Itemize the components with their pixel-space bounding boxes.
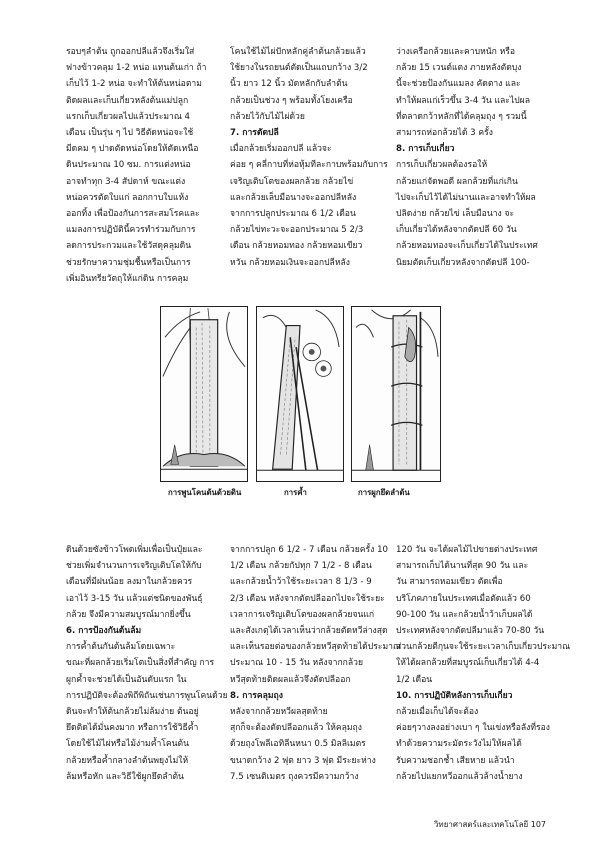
text-line: เดือนที่มีฝนน้อย ลงมาในกล้วยควร [66,577,193,588]
text-line: บริโภคภายในประเทศเมื่อตัดแล้ว 60 [396,593,531,604]
text-line: สุกก็จะต้องตัดปลีออกแล้ว ให้คลุมถุง [230,723,362,734]
text-line: รอบๆลำต้น ถูกออกปลีแล้วจึงเริ่มใส่ [66,47,195,57]
illustration-tying-stem [351,306,441,482]
section-heading: 8. การเก็บเกี่ยว [396,144,455,155]
text-line: ไปจะเก็บไว้ได้ไม่นานและอาจทำให้ผล [396,192,536,203]
text-line: และกล้วยน้ำว้าใช้ระยะเวลา 8 1/3 - 9 [230,577,372,588]
text-line: แรกเก็บเกี่ยวผลไปแล้วประมาณ 4 [66,111,191,122]
section-heading: 6. การป้องกันต้นล้ม [66,626,142,637]
text-line: จากการปลูกประมาณ 6 1/2 เดือน [230,209,356,220]
illustration-soil-mounding [160,306,248,482]
text-line: ช่วยเพิ่มจำนวนการเจริญเติบโตให้กับ [66,561,202,572]
text-line: การเก็บเกี่ยวผลต้องรอให้ [396,160,488,171]
text-line: 90-100 วัน และกล้วยน้ำว้าเก็บผลได้ [396,609,533,620]
column-bottom-middle [230,542,401,785]
text-line: และเห็นรอยต่อของกล้วยหวีสุดท้ายได้ประมาณ [230,642,401,653]
text-line: ฟางข้าวคลุม 1-2 หน่อ แทนต้นเก่า ถ้า [66,63,207,74]
text-line: ที่ตลาดกว้าหลักที่ได้คลุมถุง ๆ รวมนี้ [396,111,527,122]
text-line: ออกทิ้ง เพื่อป้องกันการสะสมโรคและ [66,209,200,220]
text-line: กล้วยไว้กับไม้ไผ่ด้วย [230,111,305,122]
text-line: การค้ำต้นกันต้นล้มโดยเฉพาะ [66,642,176,653]
text-line: วัน สามารถหอมเขียว ตัดเพื่อ [396,577,503,588]
text-line: กล้วยแก่จัดพอดี ผลกล้วยที่แก่เกิน [396,176,518,187]
text-line: เจริญเติบโตของผลกล้วย กล้วยไข่ [230,176,354,187]
text-line: ติดผลและเก็บเกี่ยวหลังต้นแม่ปลูก [66,95,189,106]
text-line: 1/2 เดือน กล้วยกัปทุก 7 1/2 - 8 เดือน [230,561,372,572]
text-line: ดินจะทำให้ต้นกล้วยไม่ล้มง่าย ต้นอยู่ [66,707,199,718]
text-line: ด้วยถุงโพลีเอทิลีนหนา 0.5 มิลลิเมตร [230,739,366,750]
figure-caption-soil-mounding: การพูนโคนต้นด้วยดิน [168,488,242,497]
text-line: 120 วัน จะได้ผลไม้ไปขายต่างประเทศ [396,545,538,555]
text-line: ประมาณ 10 - 15 วัน หลังจากกล้วย [230,658,364,669]
banana-stem-with-soil-drawing [161,307,247,481]
text-line: และสังเกตุได้เวลาเห็นว่ากล้วยตัดหวีล่างสุด [230,626,388,637]
text-line: ว่างเครือกล้วยและคาบหนัก หรือ [396,47,516,57]
text-line: นี้จะช่วยป้องกันแมลง คัดตาง และ [396,79,521,90]
text-line: กล้วยเป็นช่วง ๆ พร้อมทั้งโยงเครือ [230,95,353,106]
text-line: มีดคม ๆ ปาดตัดหน่อโดยให้ตัดเหนือ [66,144,199,155]
text-line: เดือน เป็นรุ่น ๆ ไป วิธีตัดหน่อจะใช้ [66,128,194,139]
text-line: กล้วยหรือค้ำกลางลำต้นพยุงไม่ให้ [66,755,189,766]
column-bottom-left [66,542,228,785]
text-line: ใช้ยางในรถยนต์ตัดเป็นแถบกว้าง 3/2 [230,63,368,74]
text-line: จากการปลูก 6 1/2 - 7 เดือน กล้วยครั้ง 10 [230,545,389,555]
text-line: หน่อควรตัดใบแก่ ลอกกาบใบแห้ง [66,192,189,203]
text-line: แมลงการปฏิบัตินี้ควรทำร่วมกับการ [66,225,196,236]
text-line: เวลาการเจริญเติบโตของผลกล้วยจนแก่ [230,609,375,620]
text-line: รับความชอกช้ำ เสียหาย แล้วนำ [396,755,515,766]
section-heading: 7. การตัดปลี [230,128,279,139]
text-line: 2/3 เดือน หลังจากตัดปลีออกไปจะใช้ระยะ [230,593,385,604]
text-line: 1/2 เดือน [396,674,433,685]
text-line: เมื่อกล้วยเริ่มออกปลี แล้วจะ [230,144,332,155]
banana-tied-to-stake-drawing [352,307,440,481]
text-line: ให้ได้ผลกล้วยที่สมบูรณ์เก็บเกี่ยวได้ 4-4 [396,658,540,669]
text-line: เพิ่มอินทรียวัตถุให้แก่ดิน การคลุม [66,273,189,284]
text-line: หวีสุดท้ายติดผลแล้วจึงตัดปลีออก [230,674,351,685]
text-line: กล้วย จึงมีความสมบูรณ์มากยิ่งขึ้น [66,609,191,620]
text-line: โคนใช้ไม้ไผ่ปักหลักคู่ลำต้นกล้วยแล้ว [230,47,366,57]
text-line: ยึดติดได้มั่นคงมาก หรือการใช้วิธีค้ำ [66,723,199,734]
text-line: และกล้วยเล็บมือนางจะออกปลีหลัง [230,192,357,203]
text-line: นิ้ว ยาว 12 นิ้ว มัดหลักกับลำต้น [230,79,348,90]
text-line: ค่อยๆวางลงอย่างเบา ๆ ในเข่งหรือลังที่รอง [396,723,551,734]
text-line: ทำด้วยความระมัดระวังไม่ให้ผลได้ [396,739,522,750]
column-top-middle [230,44,388,271]
column-top-left [66,44,216,287]
figure-caption-propping: การค้ำ [284,488,307,497]
text-line: เก็บไว้ 1-2 หน่อ จะทำให้ต้นหน่อตาม [66,79,202,90]
text-line: นิยมตัดเก็บเกี่ยวหลังจากตัดปลี 100- [396,257,530,268]
text-line: สามารถเก็บได้นานที่สุด 90 วัน และ [396,561,529,572]
text-line: ล้มหรือหัก และวิธีใช้ผูกยึดลำต้น [66,771,184,782]
column-top-right [396,44,546,271]
text-line: กล้วย 15 เวนต์แตง ภายหลังตัดบุง [396,63,522,74]
text-line: ขณะที่ผลกล้วยเริ่มโตเป็นสิ่งที่สำคัญ การ [66,658,215,669]
text-line: กล้วยหอมทองจะเก็บเกี่ยวได้ในประเทศ [396,241,538,252]
text-line: หวัน กล้วยหอมเงินจะออกปลีหลัง [230,257,350,268]
text-line: โดยใช้ไม้ไผ่หรือไม้ง่ามค้ำโคนต้น [66,739,189,750]
text-line: การปฏิบัติจะต้องพิถีพิถันเช่นการพูนโคนด้วย [66,690,228,701]
text-line: กล้วยไข่ทะวะจะออกประมาณ 5 2/3 [230,225,364,236]
text-line: 7.5 เซนติเมตร ถุงควรมีความกว้าง [230,771,359,782]
text-line: ลดการประกวมและใช้วัสดุคลุมดิน [66,241,192,252]
illustration-propping [256,306,344,482]
text-line: ช่วยรักษาความชุ่มชื้นหรือเป็นการ [66,257,191,268]
section-heading: 10. การปฏิบัติหลังการเก็บเกี่ยว [396,690,513,701]
banana-propped-with-poles-drawing [257,307,343,481]
text-line: ประเทศหลังจากตัดปลีมาแล้ว 70-80 วัน [396,626,545,637]
text-line: ผูกค้ำจะช่วยได้เป็นอันดับแรก ใน [66,674,187,685]
text-line: ส่วนกล้วยตีกุนจะใช้ระยะเวลาเก็บเกี่ยวประมาณ [396,642,571,653]
text-line: ดินด้วยซังข้าวโพดเพิ่มเพื่อเป็นปุ๋ยและ [66,545,203,555]
section-heading: 8. การคลุมถุง [230,690,283,701]
text-line: กล้วยเมื่อเก็บได้จะต้อง [396,707,479,718]
text-line: เก็บเกี่ยวได้หลังจากตัดปลี 60 วัน [396,225,517,236]
text-line: ดินประมาณ 10 ซม. การแต่งหน่อ [66,160,191,171]
text-line: กล้วยไปแยกหวีออกแล้วล้างน้ำยาง [396,771,523,782]
page-footer: วิทยาศาสตร์และเทคโนโลยี 107 [433,820,546,829]
text-line: ค่อย ๆ คลี่กาบที่ห่อหุ้มทีละกาบพร้อมกับการ [230,160,388,171]
text-line: เดือน กล้วยหอมทอง กล้วยหอมเขียว [230,241,363,252]
text-line: หลังจากกล้วยหวีผลสุดท้าย [230,707,328,718]
text-line: อาจทำทุก 3-4 สัปดาห์ ขณะแต่ง [66,176,186,187]
text-line: ทำให้ผลแก่เร็วขึ้น 3-4 วัน และไปผล [396,95,530,106]
text-line: ปลิดง่าย กล้วยไข่ เล็บมือนาง จะ [396,209,515,220]
text-line: เอาไว้ 3-15 วัน แล้วแต่ชนิดของพันธุ์ [66,593,203,604]
figure-caption-tying: การผูกยึดลำต้น [358,488,410,497]
column-bottom-right [396,542,571,785]
text-line: ขนาดกว้าง 2 ฟุต ยาว 3 ฟุต มีระยะห่าง [230,755,376,766]
text-line: สามารถห่อกล้วยได้ 3 ครั้ง [396,128,493,139]
